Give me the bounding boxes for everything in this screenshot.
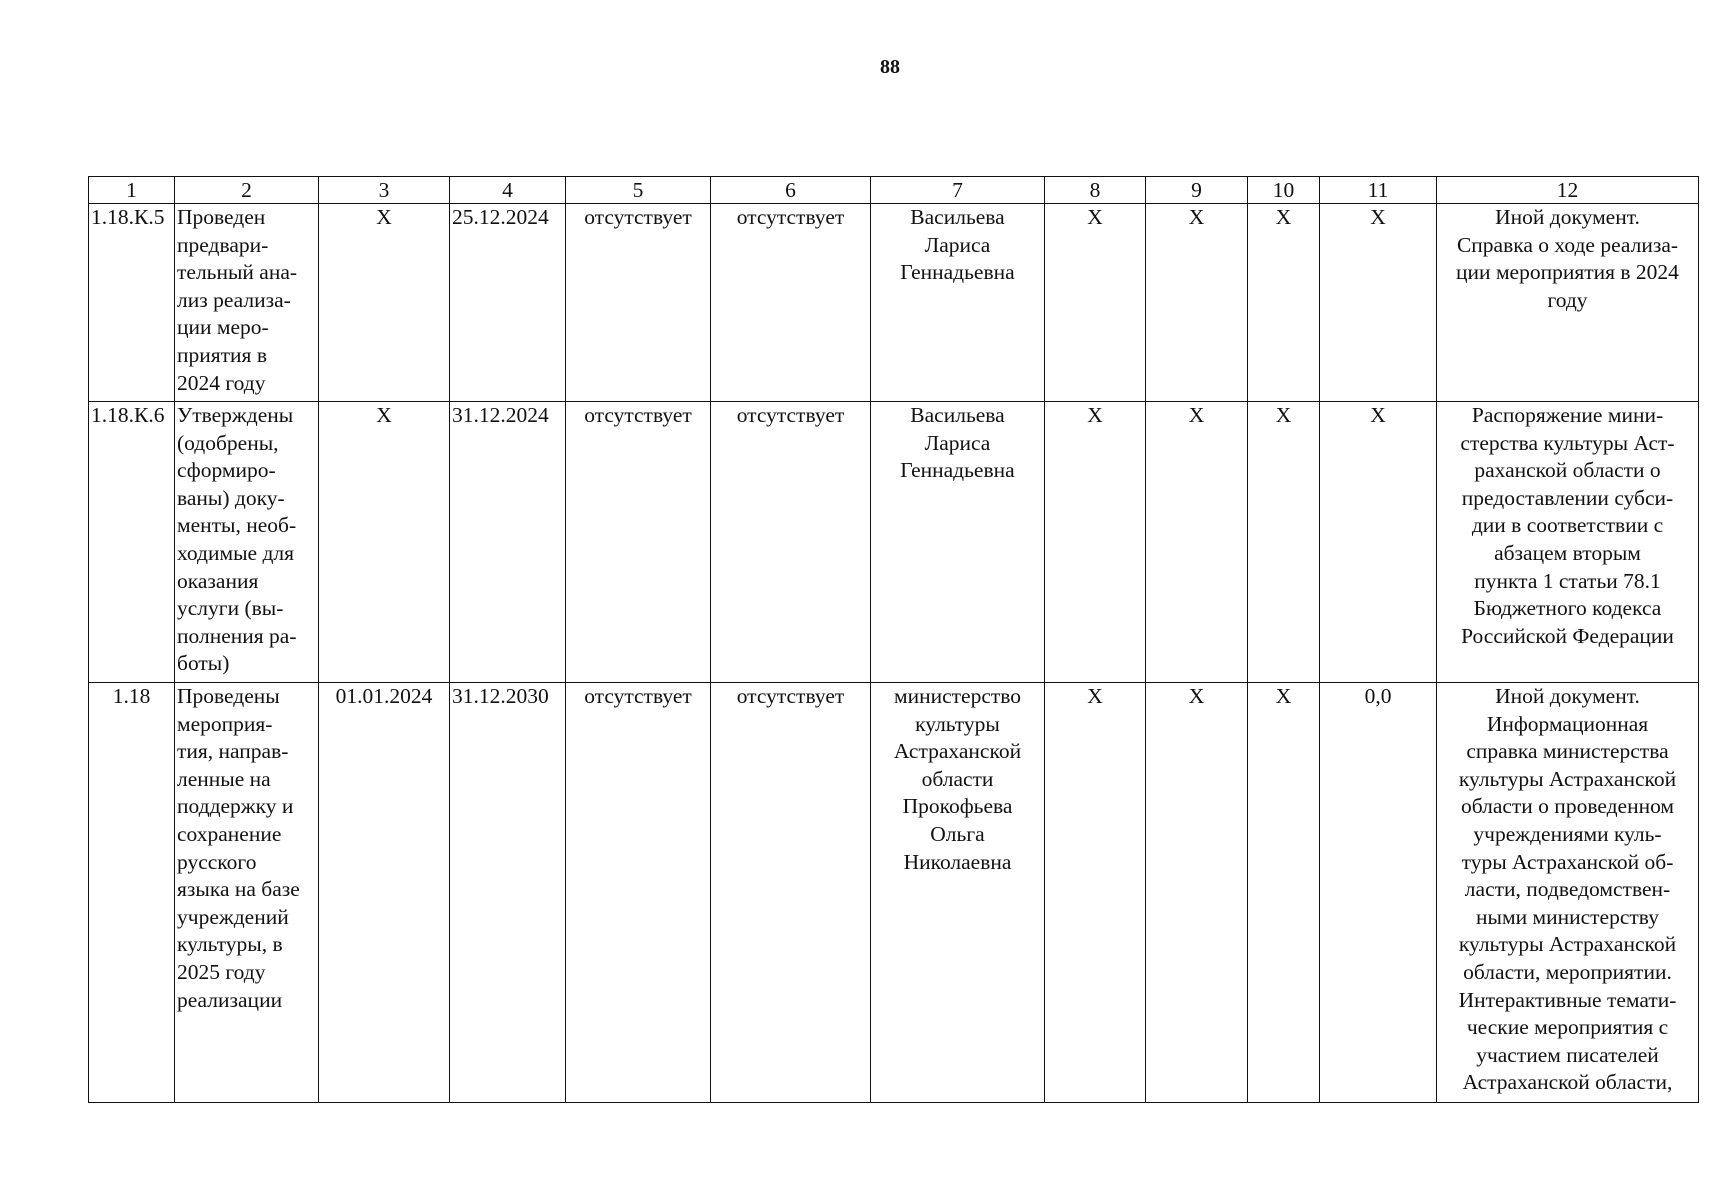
table-header bbox=[89, 177, 1699, 204]
row-date-end: 25.12.2024 bbox=[450, 204, 566, 402]
row-description: Проведены мероприя- тия, направ- ленные на поддержку и сохранение русского языка на базе учреждений культуры, в 2025 году реализации bbox=[175, 683, 319, 1103]
row-responsible: министерство культуры Астраханской области Прокофьева Ольга Николаевна bbox=[871, 683, 1045, 1103]
row-col6: отсутствует bbox=[711, 402, 871, 683]
header-col-9: 9 bbox=[1146, 177, 1248, 204]
row-col3: X bbox=[319, 402, 450, 683]
row-col5: отсутствует bbox=[566, 402, 711, 683]
header-col-1: 1 bbox=[89, 177, 175, 204]
row-description: Проведен предвари- тельный ана- лиз реализа- ции меро- приятия в 2024 году bbox=[175, 204, 319, 402]
header-row bbox=[89, 177, 1699, 204]
row-code: 1.18 bbox=[89, 683, 175, 1103]
row-col9: X bbox=[1146, 683, 1248, 1103]
row-col10: X bbox=[1248, 402, 1320, 683]
row-col8: X bbox=[1045, 683, 1146, 1103]
row-code: 1.18.К.6 bbox=[89, 402, 175, 683]
table-row bbox=[89, 683, 1699, 1103]
row-code: 1.18.К.5 bbox=[89, 204, 175, 402]
header-col-5: 5 bbox=[566, 177, 711, 204]
row-col10: X bbox=[1248, 204, 1320, 402]
row-col6: отсутствует bbox=[711, 204, 871, 402]
row-date-end: 31.12.2030 bbox=[450, 683, 566, 1103]
row-description: Утверждены (одобрены, сформиро- ваны) доку- менты, необ- ходимые для оказания услуги (вы- полнения ра- боты) bbox=[175, 402, 319, 683]
row-document: Распоряжение мини- стерства культуры Аст- раханской области о предоставлении субси- дии в соответствии с абзацем вторым пункта 1 статьи 78.1 Бюджетного кодекса Российской Федерации bbox=[1437, 402, 1699, 683]
header-col-8: 8 bbox=[1045, 177, 1146, 204]
header-col-2: 2 bbox=[175, 177, 319, 204]
header-col-4: 4 bbox=[450, 177, 566, 204]
header-col-10: 10 bbox=[1248, 177, 1320, 204]
row-col3: X bbox=[319, 204, 450, 402]
row-col11: X bbox=[1320, 402, 1437, 683]
table-row bbox=[89, 204, 1699, 402]
header-col-3: 3 bbox=[319, 177, 450, 204]
row-col9: X bbox=[1146, 402, 1248, 683]
row-col9: X bbox=[1146, 204, 1248, 402]
page-number: 88 bbox=[880, 56, 900, 78]
row-date-end: 31.12.2024 bbox=[450, 402, 566, 683]
table-row bbox=[89, 402, 1699, 683]
row-col10: X bbox=[1248, 683, 1320, 1103]
row-document: Иной документ. Информационная справка министерства культуры Астраханской области о проведенном учреждениями куль- туры Астраханской об- ласти, подведомствен- ными министерству культуры Астраханской области, мероприятии. Интерактивные темати- ческие мероприятия с участием писателей Астраханской области, bbox=[1437, 683, 1699, 1103]
header-col-11: 11 bbox=[1320, 177, 1437, 204]
row-col5: отсутствует bbox=[566, 204, 711, 402]
row-col11: X bbox=[1320, 204, 1437, 402]
header-col-6: 6 bbox=[711, 177, 871, 204]
row-col5: отсутствует bbox=[566, 683, 711, 1103]
row-col6: отсутствует bbox=[711, 683, 871, 1103]
row-responsible: Васильева Лариса Геннадьевна bbox=[871, 204, 1045, 402]
header-col-12: 12 bbox=[1437, 177, 1699, 204]
row-col3: 01.01.2024 bbox=[319, 683, 450, 1103]
row-col8: X bbox=[1045, 402, 1146, 683]
row-col11: 0,0 bbox=[1320, 683, 1437, 1103]
row-responsible: Васильева Лариса Геннадьевна bbox=[871, 402, 1045, 683]
document-table bbox=[88, 176, 1699, 1103]
row-document: Иной документ. Справка о ходе реализа- ции мероприятия в 2024 году bbox=[1437, 204, 1699, 402]
row-col8: X bbox=[1045, 204, 1146, 402]
header-col-7: 7 bbox=[871, 177, 1045, 204]
